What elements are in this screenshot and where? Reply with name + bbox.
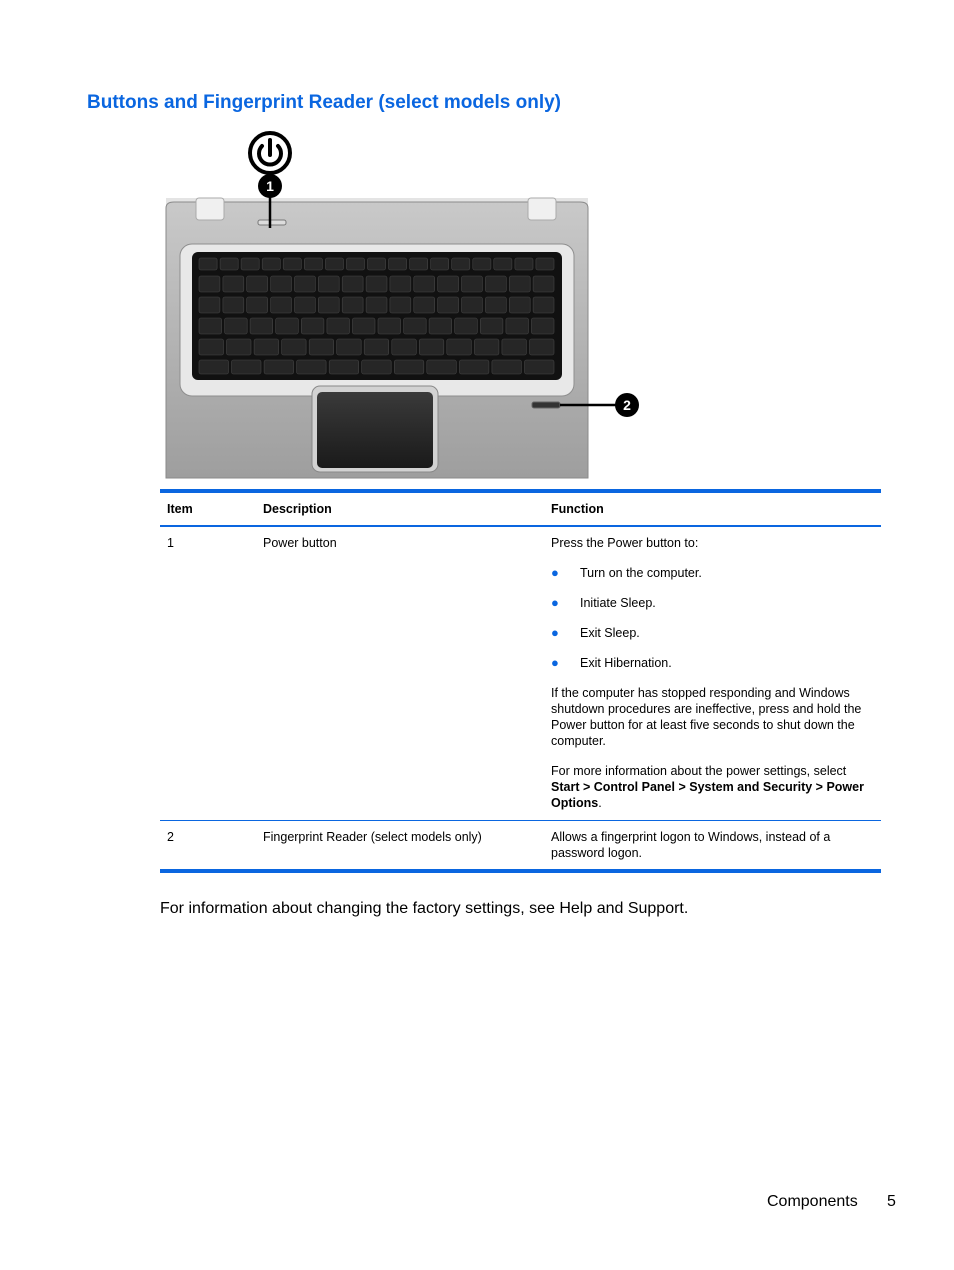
row-description: Power button — [256, 526, 544, 821]
keyboard-key — [394, 360, 424, 374]
row-function — [544, 526, 881, 821]
keyboard-key — [494, 258, 512, 270]
keyboard-key — [530, 339, 555, 355]
keyboard-key — [410, 258, 428, 270]
keyboard-key — [329, 360, 359, 374]
page-number: 5 — [887, 1193, 896, 1210]
keyboard-key — [533, 297, 554, 313]
keyboard-key — [254, 339, 279, 355]
list-item: ● Initiate Sleep. — [551, 595, 656, 610]
keyboard-key — [318, 297, 339, 313]
keyboard-key — [506, 318, 529, 334]
keyboard-key — [485, 297, 506, 313]
keyboard-key — [480, 318, 503, 334]
keyboard-key — [241, 258, 259, 270]
list-item: ● Exit Sleep. — [551, 625, 640, 640]
table-row — [160, 526, 881, 821]
function-intro: Press the Power button to: — [551, 536, 699, 550]
keyboard-key — [419, 339, 444, 355]
keyboard-key — [509, 276, 530, 292]
keyboard-key — [485, 276, 506, 292]
row-item: 2 — [167, 830, 174, 844]
keyboard-key — [232, 360, 262, 374]
keyboard-key — [459, 360, 489, 374]
keyboard-key — [429, 318, 452, 334]
bullet-icon: ● — [551, 625, 559, 640]
keyboard-key — [438, 276, 459, 292]
header-item: Item — [160, 493, 256, 526]
keyboard-key — [264, 360, 294, 374]
page-heading: Buttons and Fingerprint Reader (select models only) — [87, 92, 562, 113]
keyboard-key — [199, 318, 222, 334]
keyboard-key — [199, 297, 220, 313]
keyboard-key — [199, 360, 229, 374]
keyboard-key — [247, 297, 268, 313]
row-description: Fingerprint Reader (select models only) — [263, 830, 482, 844]
list-item: ● Exit Hibernation. — [551, 655, 672, 670]
settings-path: Start > Control Panel > System and Security > Power Options — [551, 780, 864, 810]
keyboard-key — [271, 297, 292, 313]
keyboard-key — [462, 297, 483, 313]
callout-1-label: 1 — [266, 178, 274, 194]
components-table — [160, 489, 881, 873]
keyboard-key — [473, 258, 491, 270]
row-item: 1 — [160, 526, 256, 821]
keyboard-key — [414, 297, 435, 313]
laptop-figure — [160, 128, 650, 484]
keyboard-key — [474, 339, 499, 355]
keyboard-key — [525, 360, 555, 374]
keyboard-key — [282, 339, 307, 355]
keyboard-key — [509, 297, 530, 313]
keyboard-key — [378, 318, 401, 334]
keyboard-key — [452, 258, 470, 270]
bullet-icon: ● — [551, 565, 559, 580]
keyboard-key — [346, 258, 364, 270]
keyboard-key — [342, 276, 363, 292]
keyboard-key — [414, 276, 435, 292]
keyboard-key — [304, 258, 322, 270]
laptop-top-view-illustration — [160, 128, 650, 484]
keyboard-key — [227, 339, 252, 355]
keyboard-key — [531, 318, 554, 334]
keyboard-key — [276, 318, 299, 334]
keyboard-key — [225, 318, 248, 334]
table-header-row — [160, 493, 881, 526]
keyboard-key — [325, 258, 343, 270]
keyboard-key — [309, 339, 334, 355]
keyboard-key — [295, 297, 316, 313]
row-function: Allows a fingerprint logon to Windows, instead of a password logon. — [551, 830, 831, 860]
keyboard-key — [352, 318, 375, 334]
callout-2-label: 2 — [623, 397, 631, 413]
table-row — [160, 821, 881, 870]
keyboard-key — [220, 258, 238, 270]
keyboard-key — [536, 258, 554, 270]
keyboard-key — [250, 318, 273, 334]
keyboard-key — [362, 360, 392, 374]
keyboard-key — [431, 258, 449, 270]
keyboard-key — [223, 276, 244, 292]
keyboard-key — [295, 276, 316, 292]
keyboard-key — [502, 339, 527, 355]
keyboard-key — [327, 318, 350, 334]
keyboard-key — [455, 318, 478, 334]
power-icon — [250, 133, 290, 173]
keyboard-key — [342, 297, 363, 313]
keyboard-key — [199, 276, 220, 292]
keyboard-key — [337, 339, 362, 355]
keyboard-key — [271, 276, 292, 292]
keyboard-key — [318, 276, 339, 292]
keyboard-key — [262, 258, 280, 270]
header-description: Description — [256, 493, 544, 526]
keyboard-key — [438, 297, 459, 313]
keyboard-key — [364, 339, 389, 355]
bullet-icon: ● — [551, 655, 559, 670]
function-paragraph: If the computer has stopped responding and Windows shutdown procedures are ineffective, press and hold the Power button for at least five seconds to shut down the computer. — [551, 686, 862, 748]
keyboard-key — [427, 360, 457, 374]
keyboard-key — [366, 276, 387, 292]
keyboard-key — [368, 258, 386, 270]
footer-section-title: Components — [767, 1193, 858, 1210]
function-bullet-list — [551, 565, 874, 671]
function-paragraph-settings: For more information about the power settings, select Start > Control Panel > System and Security > Power Options. — [551, 764, 864, 810]
keyboard-key — [404, 318, 427, 334]
help-note: For information about changing the factory settings, see Help and Support. — [160, 900, 689, 917]
keyboard-key — [283, 258, 301, 270]
header-function: Function — [544, 493, 881, 526]
keyboard-key — [392, 339, 417, 355]
bullet-icon: ● — [551, 595, 559, 610]
keyboard-key — [199, 339, 224, 355]
keyboard-key — [462, 276, 483, 292]
keyboard-key — [515, 258, 533, 270]
keyboard-key — [223, 297, 244, 313]
list-item: ● Turn on the computer. — [551, 565, 702, 580]
keyboard-key — [389, 258, 407, 270]
keyboard-key — [533, 276, 554, 292]
keyboard-key — [297, 360, 327, 374]
keyboard-key — [199, 258, 217, 270]
keyboard-key — [301, 318, 324, 334]
keyboard-key — [390, 276, 411, 292]
keyboard-key — [247, 276, 268, 292]
keyboard-key — [492, 360, 522, 374]
keyboard-key — [390, 297, 411, 313]
keyboard-key — [447, 339, 472, 355]
keyboard-key — [366, 297, 387, 313]
